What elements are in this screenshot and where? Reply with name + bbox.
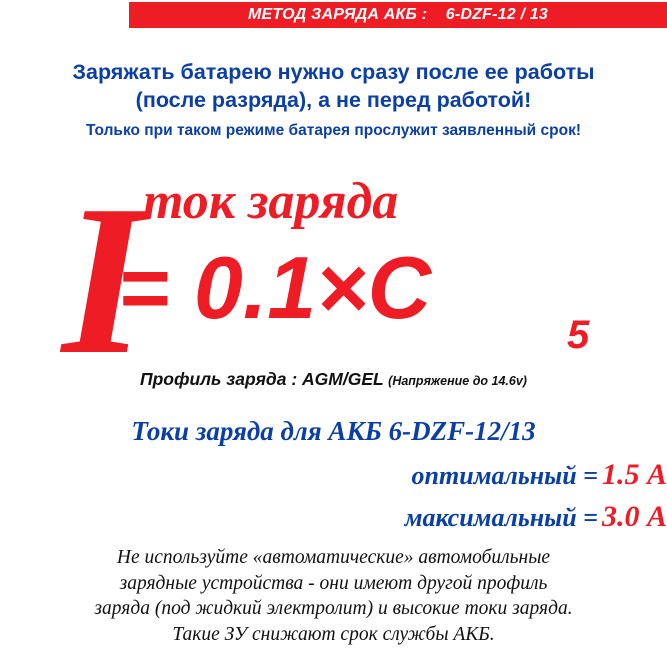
- current-row-optimal: [0, 458, 667, 492]
- current-row-maximum-value: 3.0 А: [601, 500, 667, 533]
- formula-subscript: 5: [567, 313, 590, 357]
- footer-line-4: Такие ЗУ снижают срок службы АКБ.: [172, 623, 495, 645]
- footer-line-3: заряда (под жидкий электролит) и высокие токи заряда.: [94, 598, 573, 619]
- charge-profile: [0, 369, 667, 390]
- headline: [0, 58, 667, 114]
- charge-profile-main: Профиль заряда : AGM/GEL: [140, 369, 384, 389]
- footer-line-2: зарядные устройства - они имеют другой профиль: [119, 572, 548, 594]
- currents-title: Токи заряда для АКБ 6-DZF-12/13: [131, 416, 536, 446]
- current-row-maximum-label: максимальный =: [404, 503, 598, 532]
- formula-expression: = 0.1×C: [118, 238, 432, 337]
- formula-current-symbol: I: [62, 160, 146, 399]
- header-banner-title: МЕТОД ЗАРЯДА АКБ : 6-DZF-12 / 13: [248, 6, 548, 23]
- current-row-optimal-label: оптимальный =: [411, 461, 598, 490]
- headline-subline: Только при таком режиме батарея прослужит заявленный срок!: [86, 122, 581, 139]
- footer-warning: [0, 545, 667, 647]
- headline-line-2: (после разряда), а не перед работой!: [135, 88, 532, 112]
- current-row-optimal-value: 1.5 А: [601, 458, 667, 491]
- current-row-maximum: [0, 500, 667, 534]
- headline-line-1: Заряжать батарею нужно сразу после ее работы: [72, 60, 595, 84]
- formula-current-label: ток заряда: [143, 173, 399, 230]
- header-banner: [129, 2, 667, 28]
- charge-profile-note: (Напряжение до 14.6v): [388, 374, 527, 388]
- footer-line-1: Не используйте «автоматические» автомобильные: [116, 547, 551, 568]
